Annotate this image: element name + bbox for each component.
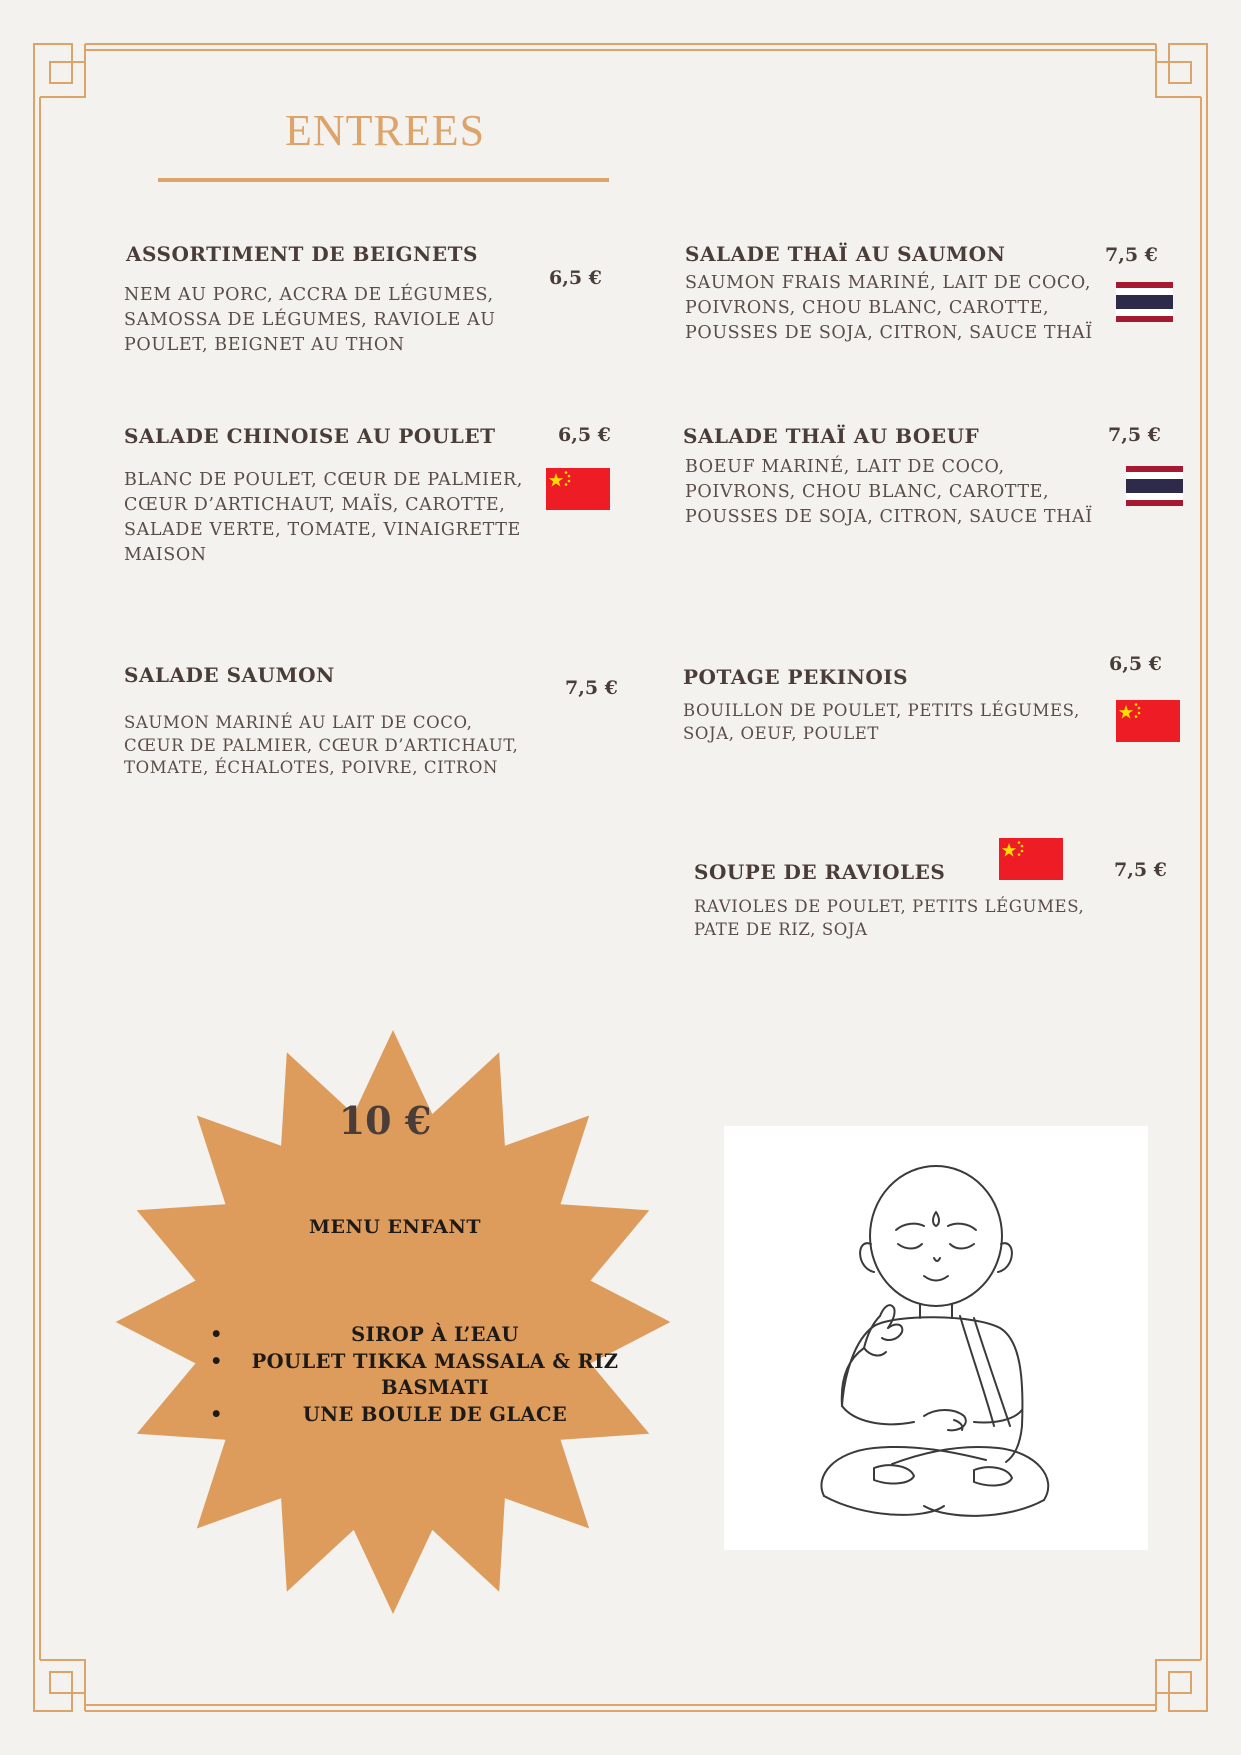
- list-item: [200, 1322, 630, 1349]
- china-flag-icon: [999, 838, 1063, 880]
- item-name: SALADE THAÏ AU BOEUF: [683, 424, 980, 448]
- item-name: SALADE SAUMON: [124, 663, 335, 687]
- item-price: 7,5 €: [565, 677, 618, 699]
- item-description: RAVIOLES DE POULET, PETITS LÉGUMES, PATE DE RIZ, SOJA: [694, 897, 1085, 939]
- kids-menu-price: 10 €: [338, 1098, 432, 1143]
- bullet: •: [210, 1349, 223, 1373]
- item-price: 7,5 €: [1105, 244, 1158, 266]
- item-description: BOUILLON DE POULET, PETITS LÉGUMES, SOJA, OEUF, POULET: [683, 701, 1080, 743]
- item-price: 6,5 €: [558, 424, 611, 446]
- menu-item-salade-saumon: [124, 663, 335, 687]
- item-name: POTAGE PEKINOIS: [683, 665, 909, 689]
- item-price: 7,5 €: [1114, 859, 1167, 881]
- title-underline: [158, 178, 609, 182]
- list-item-text: POULET TIKKA MASSALA & RIZ BASMATI: [251, 1349, 619, 1399]
- item-description: BLANC DE POULET, CŒUR DE PALMIER, CŒUR D’ARTICHAUT, MAÏS, CAROTTE, SALADE VERTE, TOMATE, VINAIGRETTE MAISON: [124, 470, 523, 565]
- bullet: •: [210, 1402, 223, 1426]
- thailand-flag-icon: [1126, 466, 1183, 506]
- kids-menu-title: MENU ENFANT: [308, 1216, 482, 1238]
- menu-item-salade-chinoise-au-poulet: [124, 424, 495, 448]
- menu-item-salade-thai-au-boeuf: [683, 424, 979, 448]
- menu-item-assortiment-de-beignets: [126, 242, 478, 266]
- page-title: ENTREES: [284, 106, 486, 155]
- item-description: SAUMON FRAIS MARINÉ, LAIT DE COCO, POIVRONS, CHOU BLANC, CAROTTE, POUSSES DE SOJA, CITRON, SAUCE THAÏ: [685, 273, 1093, 343]
- item-description-wrap: [685, 455, 1093, 530]
- item-name: SALADE THAÏ AU SAUMON: [685, 242, 1006, 266]
- item-name: SALADE CHINOISE AU POULET: [124, 424, 496, 448]
- item-price: 7,5 €: [1108, 424, 1161, 446]
- thailand-flag-icon: [1116, 282, 1173, 322]
- meditating-monk-illustration: [724, 1126, 1148, 1550]
- item-price: 6,5 €: [549, 267, 602, 289]
- item-price: 6,5 €: [1109, 653, 1162, 675]
- item-description: BOEUF MARINÉ, LAIT DE COCO, POIVRONS, CHOU BLANC, CAROTTE, POUSSES DE SOJA, CITRON, SAUCE THAÏ: [685, 457, 1093, 527]
- menu-item-salade-thai-au-saumon: [685, 242, 1005, 266]
- list-item: [200, 1349, 630, 1402]
- kids-menu-list: [200, 1322, 630, 1428]
- item-description-wrap: [124, 283, 496, 358]
- china-flag-icon: [546, 468, 610, 510]
- item-description-wrap: [685, 271, 1093, 346]
- bullet: •: [210, 1323, 223, 1346]
- item-description-wrap: [694, 896, 1084, 941]
- item-description: SAUMON MARINÉ AU LAIT DE COCO, CŒUR DE PALMIER, CŒUR D’ARTICHAUT, TOMATE, ÉCHALOTES, POIVRE, CITRON: [124, 713, 519, 777]
- item-description-wrap: [124, 468, 523, 568]
- menu-item-soupe-de-ravioles: [694, 860, 945, 884]
- item-description-wrap: [683, 700, 1080, 745]
- item-description-wrap: [124, 712, 518, 780]
- list-item: [200, 1402, 630, 1429]
- list-item-text: SIROP À L’EAU: [351, 1323, 519, 1346]
- list-item-text: UNE BOULE DE GLACE: [302, 1402, 568, 1426]
- item-description: NEM AU PORC, ACCRA DE LÉGUMES, SAMOSSA DE LÉGUMES, RAVIOLE AU POULET, BEIGNET AU THON: [124, 285, 496, 355]
- item-name: ASSORTIMENT DE BEIGNETS: [126, 242, 478, 266]
- menu-item-potage-pekinois: [683, 665, 908, 689]
- item-name: SOUPE DE RAVIOLES: [694, 860, 946, 884]
- china-flag-icon: [1116, 700, 1180, 742]
